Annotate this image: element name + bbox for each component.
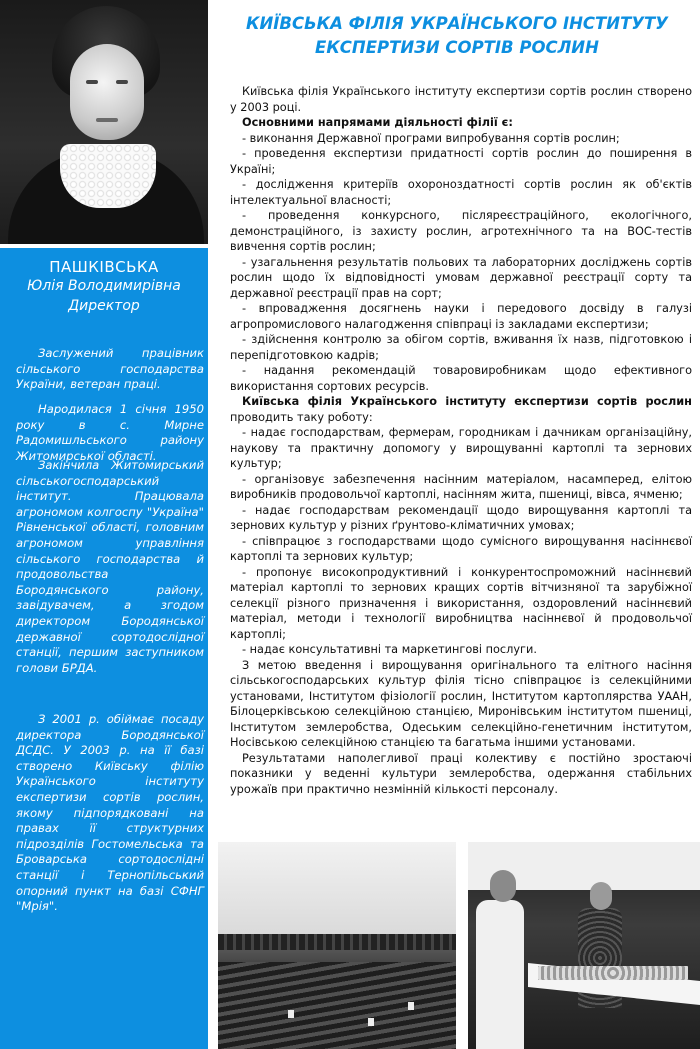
bio-text: З 2001 р. обіймає посаду директора Бородянської ДСДС. У 2003 р. на її базі створено Київську філію Українського інституту експертизи сортів рослин, якому підпорядковані на правах її структурних підрозділів Гостомельська та Броварська сортодослідні станції і Тернопільський опорний пункт на базі СФНГ "Мрія".	[16, 712, 204, 914]
work-item: - надає господарствам, фермерам, городникам і дачникам організаційну, наукову та практичну допомогу у вирощуванні картоплі та зернових культур;	[230, 426, 692, 470]
work-item: - організовує забезпечення насінним матеріалом, насамперед, елітою виробників продовольчої картоплі, насінням жита, пшениці, вівса, ячменю;	[230, 472, 692, 501]
direction-item: - проведення конкурсного, післяреєстраційного, екологічного, демонстраційного, із захисту рослин, агротехнічного та на ВОС-тестів вивчення сортів рослин;	[230, 209, 692, 253]
intro-paragraph: Київська філія Українського інституту експертизи сортів рослин створено у 2003 році.	[230, 85, 692, 114]
direction-item: - надання рекомендацій товаровиробникам щодо ефективного використання сортових ресурсів.	[230, 364, 692, 393]
work-heading-rest: проводить таку роботу:	[230, 410, 373, 424]
work-item: - надає господарствам рекомендації щодо вирощування картоплі та зернових культур у різних ґрунтово-кліматичних умовах;	[230, 503, 692, 532]
work-item: - співпрацює з господарствами щодо сумісного вирощування насіннєвої картоплі та зернових культур;	[230, 534, 692, 563]
director-portrait-photo	[0, 0, 208, 244]
bio-text: Закінчила Житомирський сільськогосподарський інститут. Працювала агрономом колгоспу "Україна" Рівненської області, головним агрономом управління сільського господарства й продовольства Бородянського району, завідувачем, а згодом директором Бородянської державної сортодослідної станції, першим заступником голови БРДА.	[16, 458, 204, 675]
cooperation-paragraph: З метою введення і вирощування оригінального та елітного насіння сільськогосподарських культур філія тісно співпрацює із селекційними установами, Інститутом фізіології рослин, Інститутом картоплярства УААН, Білоцерківською селекційною станцією, Миронівським інститутом пшениці, Інститутом землеробства, Одеським селекційно-генетичним інститутом, Носівською селекційною станцією та багатьма іншими установами.	[230, 658, 692, 749]
direction-item: - виконання Державної програми випробування сортів рослин;	[242, 131, 620, 145]
bio-text: Народилася 1 січня 1950 року в с. Мирне Радомишльського району Житомирської області.	[16, 402, 204, 463]
direction-item: - здійснення контролю за обігом сортів, вживання їх назв, підготовкою і перепідготовкою кадрів;	[230, 333, 692, 362]
potato-field-photo	[218, 842, 456, 1049]
bio-paragraph	[16, 458, 204, 676]
profile-position: Директор	[68, 298, 140, 314]
bio-paragraph	[16, 402, 204, 464]
page-title-line-1: КИЇВСЬКА ФІЛІЯ УКРАЇНСЬКОГО ІНСТИТУТУ	[245, 14, 669, 33]
work-heading-bold: Київська філія Українського інституту експертизи сортів рослин	[242, 395, 692, 408]
direction-item: - впровадження досягнень науки і передового досвіду в галузі агропромислового налагодження співпраці із закладами експертизи;	[230, 302, 692, 331]
profile-given-names: Юлія Володимирівна	[27, 278, 181, 294]
main-article	[230, 84, 692, 797]
work-heading	[230, 394, 692, 425]
profile-panel	[0, 248, 208, 1049]
bio-paragraph	[16, 712, 204, 915]
profile-surname: ПАШКІВСЬКА	[49, 258, 159, 276]
direction-item: - узагальнення результатів польових та лабораторних досліджень сортів рослин щодо їх відповідності умовам державної реєстрації сорту та державної реєстрації прав на сорт;	[230, 255, 692, 300]
results-paragraph: Результатами наполегливої праці колективу є постійно зростаючі показники у веденні культури землеробства, одержання стабільних урожаїв при практично незмінній кількості персоналу.	[230, 751, 692, 796]
page-title-line-2: ЕКСПЕРТИЗИ СОРТІВ РОСЛИН	[315, 38, 599, 57]
direction-item: - проведення експертизи придатності сортів рослин до поширення в Україні;	[230, 147, 692, 176]
bio-text: Заслужений працівник сільського господарства України, ветеран праці.	[16, 346, 204, 392]
work-item: - надає консультативні та маркетингові послуги.	[242, 643, 537, 656]
direction-item: - дослідження критеріїв охороноздатності сортів рослин як об'єктів інтелектуальної власності;	[230, 178, 692, 207]
directions-heading: Основними напрямами діяльності філії є:	[242, 116, 513, 129]
left-column	[0, 0, 208, 1049]
field-inspection-photo	[468, 842, 700, 1049]
bio-paragraph	[16, 346, 204, 393]
work-item: - пропонує високопродуктивний і конкурентоспроможний насіннєвий матеріал картоплі то зернових кращих сортів вітчизняної та зарубіжної селекції різного призначення і використання, оздоровлений насіннєвий матеріал, методи і технології виробництва насіннєвої й продовольчої картоплі;	[230, 565, 692, 641]
